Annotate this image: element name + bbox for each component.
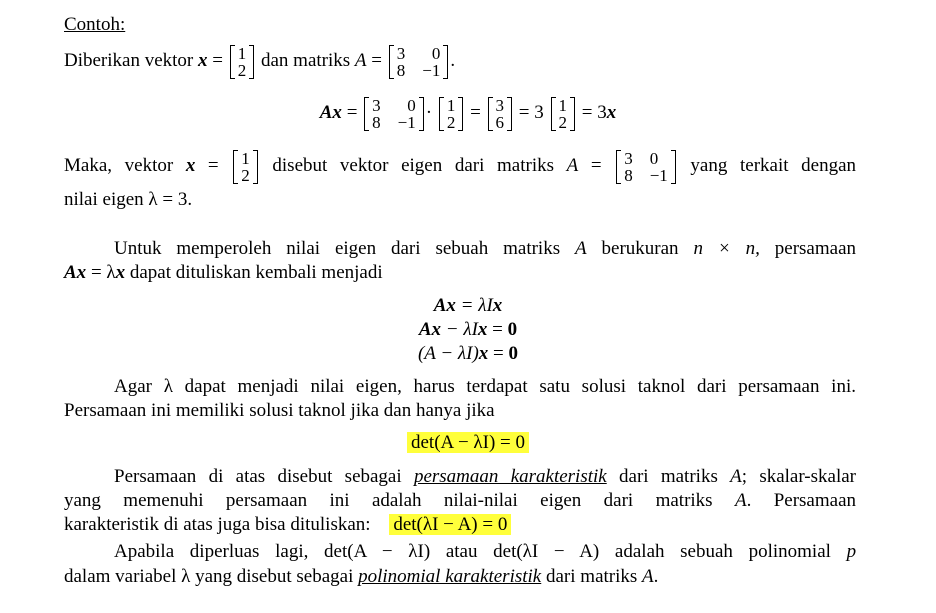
- det-highlight-1: det(A − λI) = 0: [0, 431, 936, 455]
- matrix-a: 3 0 8 −1: [389, 45, 449, 79]
- heading: Contoh:: [64, 14, 126, 35]
- persamaan-line-3: karakteristik di atas juga bisa dituliskan: det(λI − A) = 0: [64, 513, 511, 537]
- untuk-line-2: Ax = λx dapat dituliskan kembali menjadi: [64, 262, 383, 283]
- vector-x: 1 2: [230, 45, 255, 79]
- equation-1: Ax = λIx: [433, 295, 503, 316]
- agar-line-1: Agar λ dapat menjadi nilai eigen, harus terdapat satu solusi taknol dari persamaan ini.: [114, 376, 856, 397]
- persamaan-line-2: yang memenuhi persamaan ini adalah nilai-nilai eigen dari matriks A. Persamaan: [64, 490, 857, 511]
- agar-line-2: Persamaan ini memiliki solusi taknol jika dan hanya jika: [64, 400, 495, 421]
- det-highlight-2: det(λI − A) = 0: [389, 514, 511, 535]
- maka-line: Maka, vektor x = 1 2 disebut vektor eigen dari matriks A = 3 0 8 −1 yang terkait dengan: [64, 148, 856, 185]
- persamaan-line-1: Persamaan di atas disebut sebagai persamaan karakteristik dari matriks A; skalar-skalar: [114, 466, 857, 487]
- equation-2: Ax − λIx = 0: [418, 319, 518, 340]
- given-line: Diberikan vektor x = 1 2 dan matriks A = 3 0 8 −1 .: [64, 43, 456, 80]
- apabila-line-1: Apabila diperluas lagi, det(A − λI) atau det(λI − A) adalah sebuah polinomial p: [114, 541, 857, 562]
- equation-3: (A − λI)x = 0: [417, 343, 518, 364]
- untuk-line-1: Untuk memperoleh nilai eigen dari sebuah matriks A berukuran n × n, persamaan: [114, 238, 856, 259]
- calc-equation: Ax = 3 0 8 −1 · 1 2 = 3 6 = 3 1 2 = 3x: [319, 95, 617, 132]
- apabila-line-2: dalam variabel λ yang disebut sebagai polinomial karakteristik dari matriks A.: [64, 566, 659, 587]
- maka-line-2: nilai eigen λ = 3.: [64, 189, 193, 210]
